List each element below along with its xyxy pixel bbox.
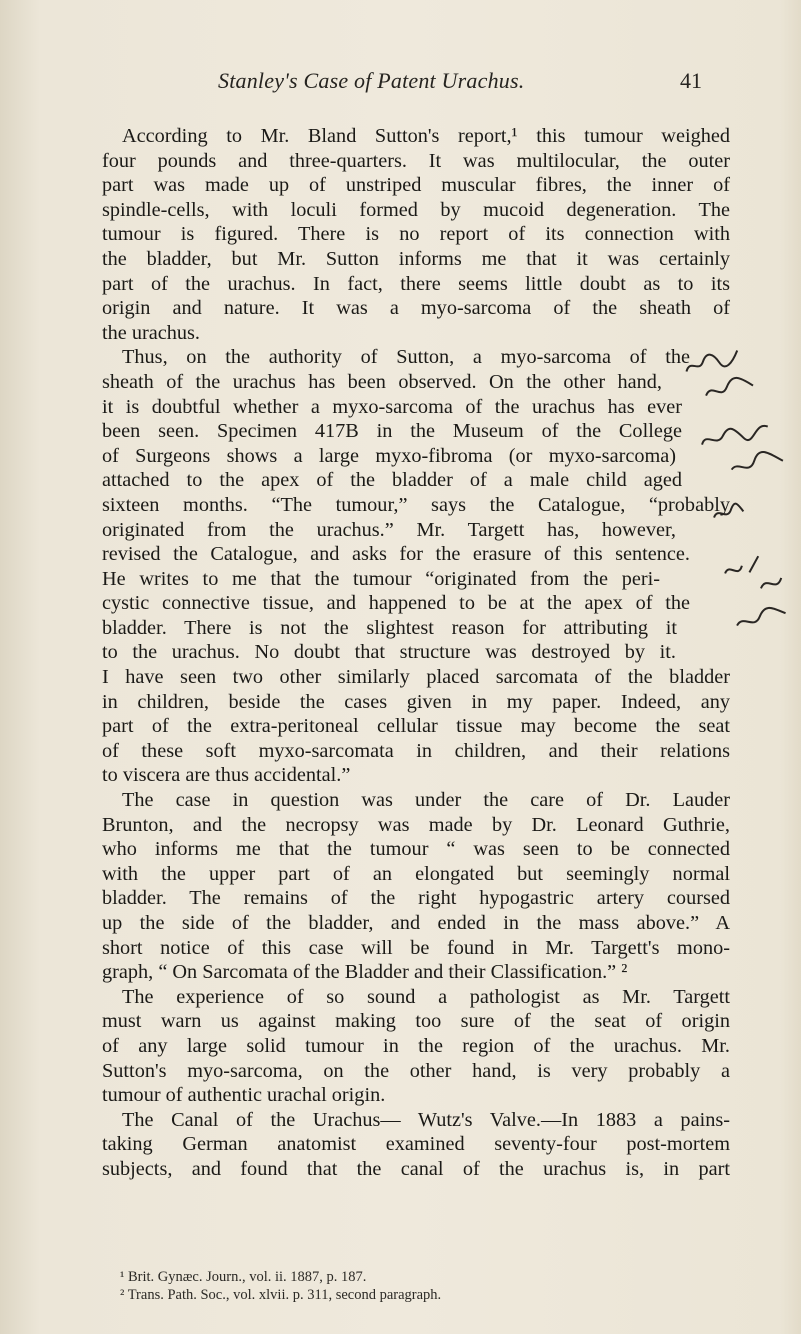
text-line: taking German anatomist examined seventy-four post-mortem [102, 1133, 730, 1156]
text-line: cystic connective tissue, and happened to be at the apex of the [102, 592, 690, 615]
footnote: ¹ Brit. Gynæc. Journ., vol. ii. 1887, p. 187. [120, 1269, 367, 1285]
text-line: with the upper part of an elongated but seemingly normal [102, 862, 730, 885]
text-line: origin and nature. It was a myo-sarcoma of the sheath of [102, 297, 730, 320]
text-line: Thus, on the authority of Sutton, a myo-sarcoma of the [122, 346, 690, 369]
text-line: the bladder, but Mr. Sutton informs me that it was certainly [102, 247, 730, 270]
handwritten-annotation [727, 447, 787, 485]
text-line: up the side of the bladder, and ended in the mass above.” A [102, 912, 730, 934]
text-line: revised the Catalogue, and asks for the erasure of this sentence. [102, 543, 690, 566]
text-line: part of the extra-peritoneal cellular tissue may become the seat [102, 715, 730, 738]
running-title: Stanley's Case of Patent Urachus. [218, 68, 525, 93]
footnote: ² Trans. Path. Soc., vol. xlvii. p. 311, second paragraph. [120, 1287, 442, 1303]
text-line: been seen. Specimen 417B in the Museum of the College [102, 420, 682, 443]
text-line: of any large solid tumour in the region of the urachus. Mr. [102, 1034, 730, 1057]
text-line: He writes to me that the tumour “originated from the peri- [102, 567, 660, 590]
handwriting-mark [727, 447, 786, 480]
text-line: bladder. There is not the slightest reason for attributing it [102, 616, 677, 639]
text-line: part of the urachus. In fact, there seems little doubt as to its [102, 272, 730, 295]
text-line: graph, “ On Sarcomata of the Bladder and their Classification.” ² [102, 961, 628, 984]
handwriting-mark [718, 548, 787, 609]
text-line: part was made up of unstriped muscular fibres, the inner of [102, 174, 730, 197]
text-line: must warn us against making too sure of the seat of origin [102, 1010, 730, 1033]
text-line: four pounds and three-quarters. It was multilocular, the outer [102, 149, 730, 172]
text-line: tumour of authentic urachal origin. [102, 1084, 386, 1107]
text-line: the urachus. [102, 321, 200, 344]
text-line: Sutton's myo-sarcoma, on the other hand, is very probably a [102, 1059, 730, 1082]
text-line: subjects, and found that the canal of the urachus is, in part [102, 1157, 730, 1180]
footnotes [120, 1268, 720, 1304]
text-line: short notice of this case will be found in Mr. Targett's mono- [102, 936, 730, 959]
text-line: tumour is figured. There is no report of its connection with [102, 223, 730, 246]
text-line: spindle-cells, with loculi formed by mucoid degeneration. The [102, 198, 730, 221]
handwritten-annotation [709, 497, 748, 530]
text-line: sixteen months. “The tumour,” says the Catalogue, “probably [102, 493, 730, 516]
text-line: originated from the urachus.” Mr. Targett has, however, [102, 518, 676, 541]
text-line: of Surgeons shows a large myxo-fibroma (or myxo-sarcoma) [102, 444, 676, 467]
text-line: I have seen two other similarly placed sarcomata of the bladder [102, 666, 730, 689]
text-line: Brunton, and the necropsy was made by Dr. Leonard Guthrie, [102, 813, 730, 836]
text-line: According to Mr. Bland Sutton's report,¹ this tumour weighed [122, 125, 730, 147]
text-line: who informs me that the tumour “ was seen to be connected [102, 838, 730, 861]
text-line: The case in question was under the care of Dr. Lauder [122, 789, 730, 812]
text-line: The Canal of the Urachus— Wutz's Valve.—In 1883 a pains- [122, 1108, 730, 1131]
text-line: The experience of so sound a pathologist as Mr. Targett [122, 985, 730, 1008]
text-line: bladder. The remains of the right hypogastric artery coursed [102, 887, 730, 910]
text-line: to viscera are thus accidental.” [102, 764, 351, 787]
page-number: 41 [680, 68, 702, 93]
text-line: attached to the apex of the bladder of a male child aged [102, 469, 682, 492]
text-line: sheath of the urachus has been observed. On the other hand, [102, 370, 662, 393]
text-line: it is doubtful whether a myxo-sarcoma of the urachus has ever [102, 395, 682, 418]
body-text [102, 124, 730, 1182]
text-line: of these soft myxo-sarcomata in children, and their relations [102, 739, 730, 762]
text-line: to the urachus. No doubt that structure was destroyed by it. [102, 641, 676, 664]
text-line: in children, beside the cases given in my paper. Indeed, any [102, 690, 730, 713]
